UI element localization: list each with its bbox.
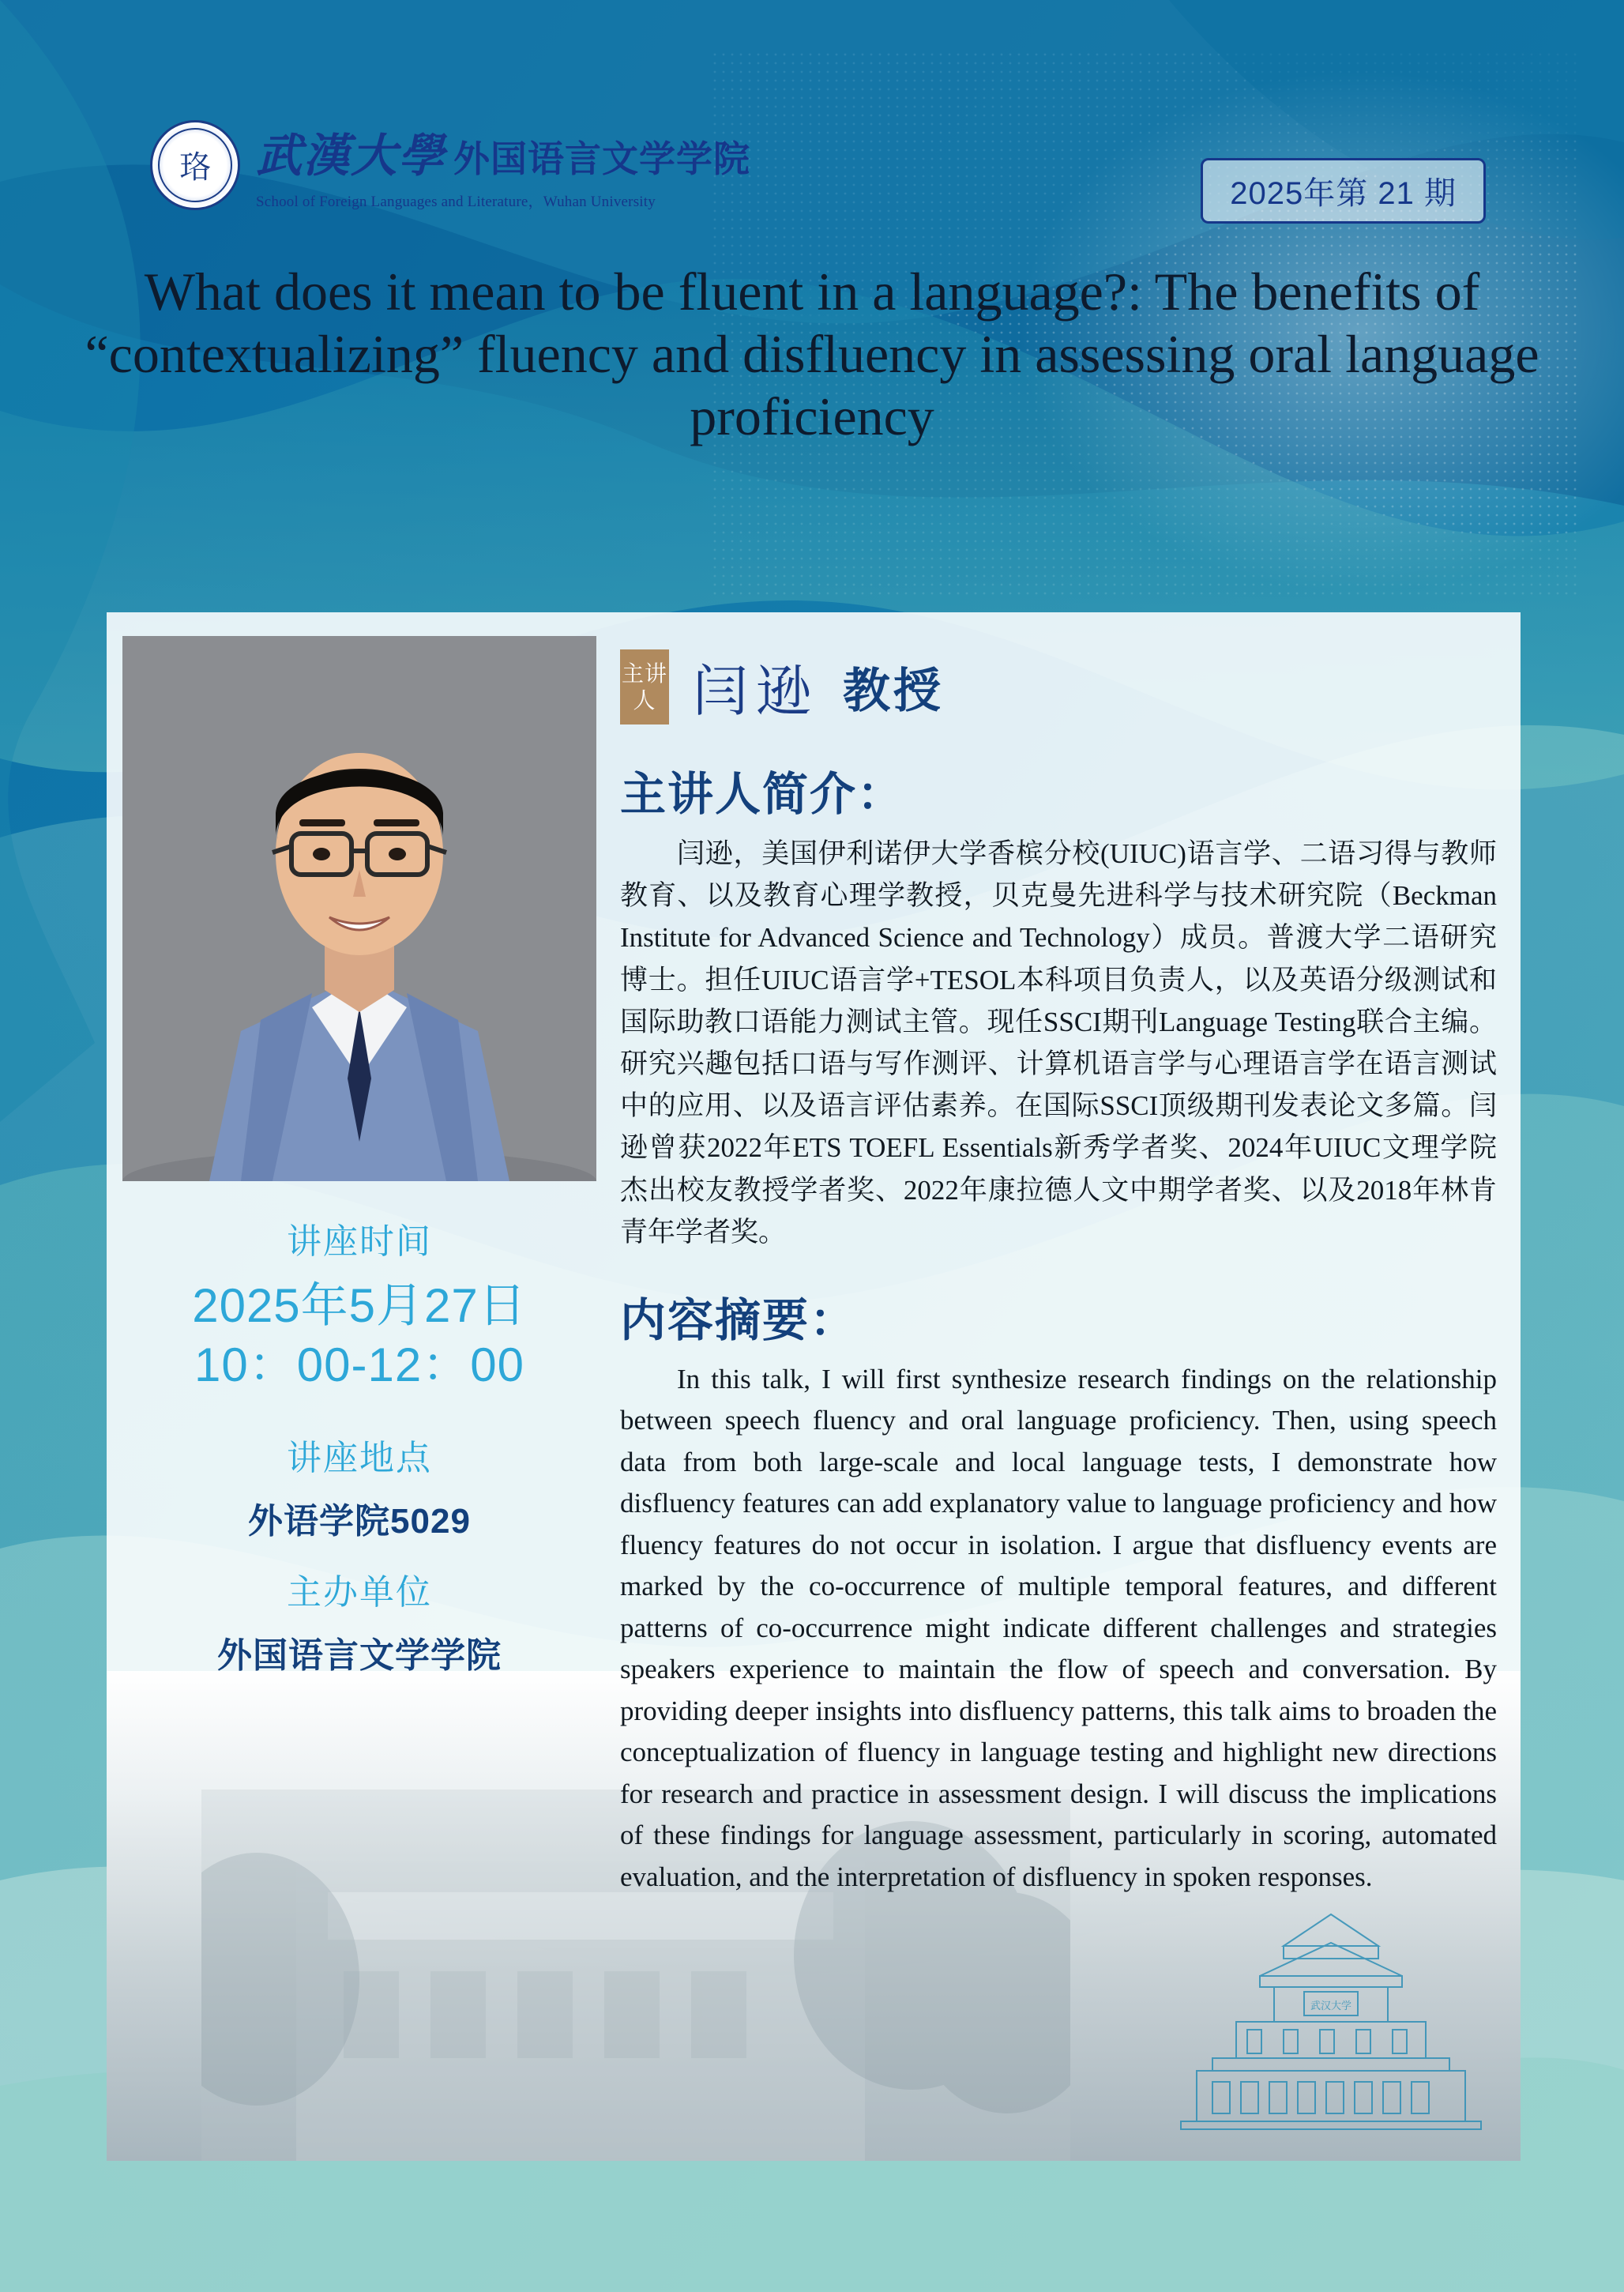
speaker-and-abstract <box>620 636 1497 1898</box>
wuhan-university-landmark-line-icon <box>1165 1903 1497 2140</box>
school-name-cn: 外国语言文学学院 <box>453 138 751 179</box>
university-name-cn: 武漢大學 <box>256 130 446 182</box>
content-card <box>107 612 1521 2161</box>
speaker-tag: 主讲人 <box>620 649 669 724</box>
abstract-heading: 内容摘要： <box>620 1294 858 1346</box>
wuhan-university-seal-icon <box>150 120 240 210</box>
speaker-row <box>620 647 1497 727</box>
issue-badge: 2025年第 21 期 <box>1201 158 1486 224</box>
organizer-label: 主办单位 <box>287 1573 432 1612</box>
speaker-portrait <box>122 636 596 1181</box>
poster-header <box>150 119 750 211</box>
page-title: What does it mean to be fluent in a language?: The benefits of “contextualizing” fluency and disfluency in assessing oral language proficiency <box>85 262 1539 446</box>
lecture-time-range: 10：00-12：00 <box>194 1338 524 1391</box>
place-value: 外语学院5029 <box>248 1502 471 1541</box>
speaker-rank: 教授 <box>843 664 944 717</box>
svg-text:武汉大学: 武汉大学 <box>1310 2000 1352 2012</box>
time-label: 讲座时间 <box>287 1222 432 1261</box>
bio-heading: 主讲人简介： <box>620 769 905 820</box>
bio-paragraph: 闫逊，美国伊利诺伊大学香槟分校(UIUC)语言学、二语习得与教师教育、以及教育心理学教授，贝克曼先进科学与技术研究院（Beckman Institute for Advanced Science and Technology）成员。普渡大学二语研究博士。担任UIUC语言学+TESOL本科项目负责人，以及英语分级测试和国际助教口语能力测试主管。现任SSCI期刊Language Testing联合主编。研究兴趣包括口语与写作测评、计算机语言学与心理语言学在语言测试中的应用、以及语言评估素养。在国际SSCI顶级期刊发表论文多篇。闫逊曾获2022年ETS TOEFL Essentials新秀学者奖、2024年UIUC文理学院杰出校友教授学者奖、2022年康拉德人文中期学者奖、以及2018年林肯青年学者奖。 <box>620 838 1497 1248</box>
abstract-paragraph: In this talk, I will first synthesize research findings on the relationship between speech fluency and oral language proficiency. Then, using speech data from both large-scale and local language tests, I demonstrate how disfluency features can add explanatory value to language proficiency and how fluency features do not occur in isolation. I argue that disfluency events are marked by the co-occurrence of multiple temporal features, and different patterns of co-occurrence might indicate different challenges and strategies speakers experience to maintain the flow of speech and conversation. By providing deeper insights into disfluency patterns, this talk aims to broaden the conceptualization of fluency in language testing and highlight new directions for research and practice in assessment design. I will discuss the implications of these findings for language assessment, particularly in scoring, automated evaluation, and the interpretation of disfluency in spoken responses. <box>620 1363 1497 1892</box>
lecture-date: 2025年5月27日 <box>192 1279 527 1332</box>
lecture-details <box>122 1213 596 1677</box>
place-label: 讲座地点 <box>287 1439 432 1477</box>
speaker-name: 闫逊 <box>693 662 819 723</box>
organizer-value: 外国语言文学学院 <box>217 1636 502 1675</box>
seal-glyph: 珞 <box>179 149 211 185</box>
logo-text-block <box>256 119 750 211</box>
school-name-en: School of Foreign Languages and Literature，Wuhan University <box>256 194 656 210</box>
logo-chinese-row <box>256 119 750 185</box>
